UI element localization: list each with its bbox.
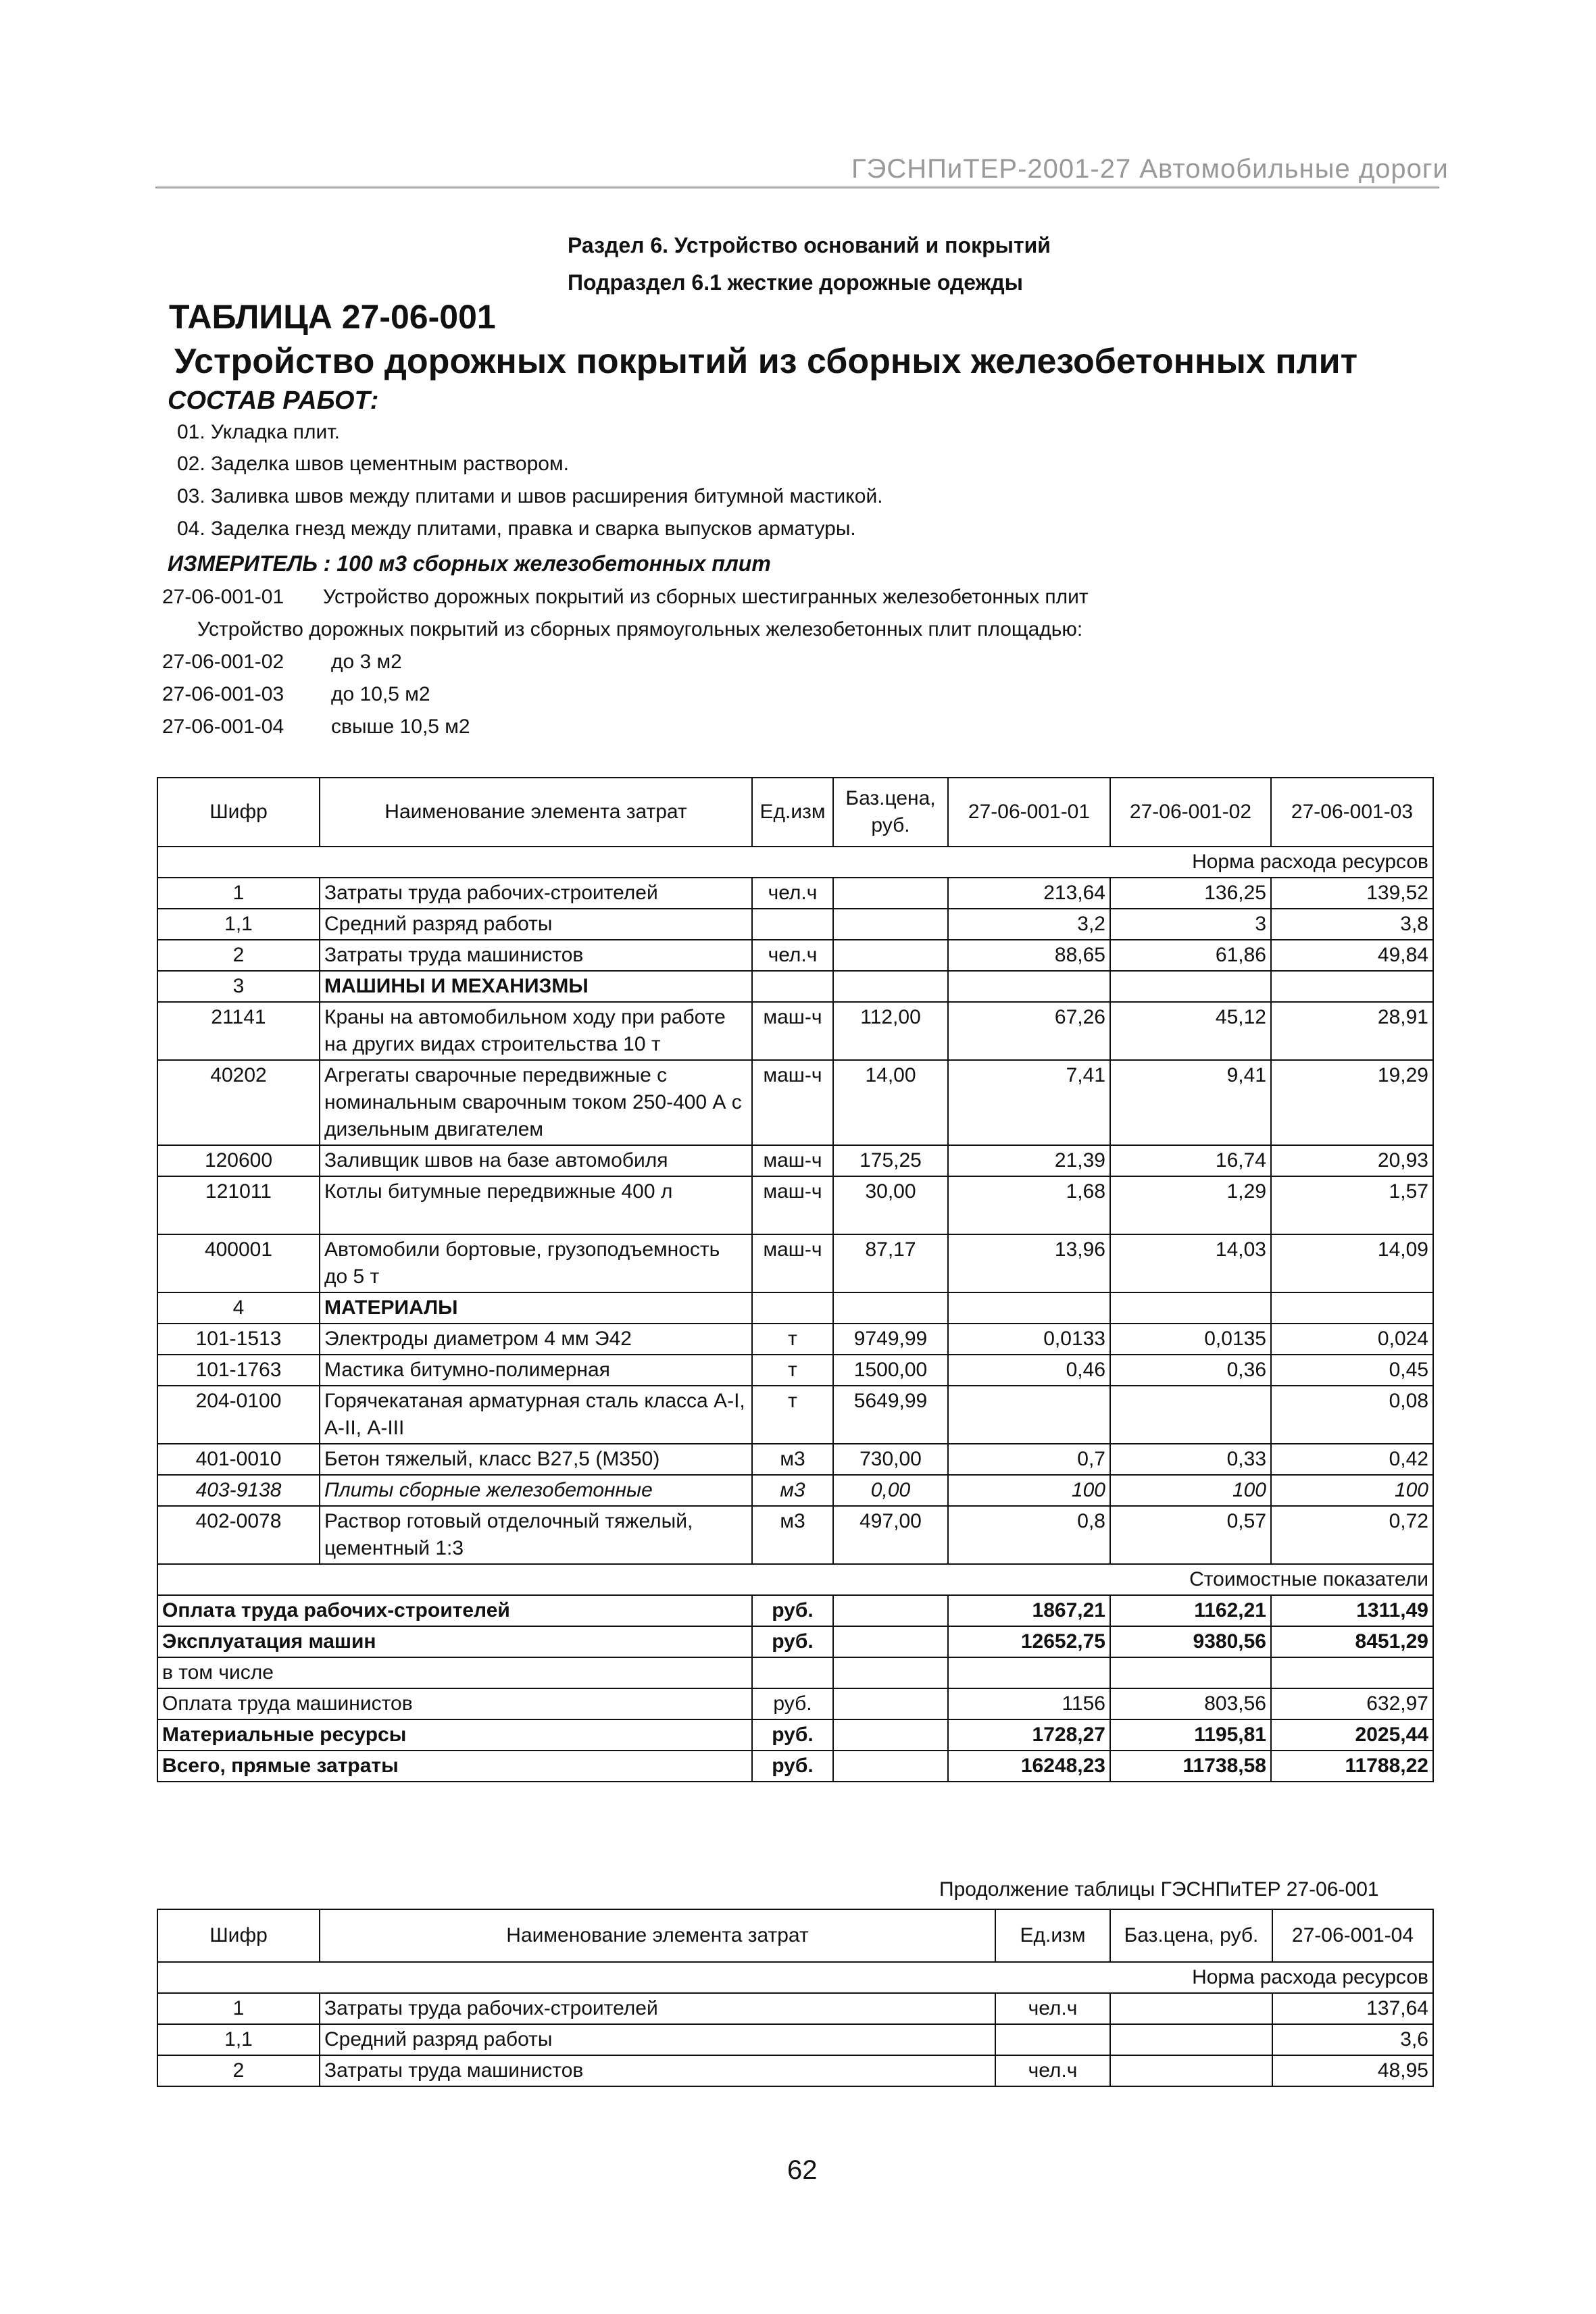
cell-value-3 [1271, 1292, 1433, 1324]
cell-unit [995, 2024, 1110, 2055]
cell-value-3: 100 [1271, 1475, 1433, 1506]
table-row [157, 1292, 1433, 1324]
cell-value-1 [948, 971, 1110, 1002]
table-row [157, 1145, 1433, 1176]
continuation-caption: Продолжение таблицы ГЭСНПиТЕР 27-06-001 [939, 1878, 1379, 1901]
header-rule [155, 186, 1439, 188]
norma-label: Норма расхода ресурсов [157, 847, 1433, 878]
resource-table [157, 777, 1434, 1782]
cell-shifr: 1 [157, 878, 320, 909]
cell-price: 30,00 [833, 1176, 948, 1234]
total-name: Оплата труда машинистов [157, 1688, 752, 1719]
cost-label-row [157, 1564, 1433, 1595]
total-row [157, 1751, 1433, 1782]
cell-value-4: 3,6 [1272, 2024, 1433, 2055]
cell-name: Автомобили бортовые, грузоподъемность до 5 т [320, 1234, 752, 1292]
cell-value-2: 3 [1110, 909, 1271, 940]
cell-name: Средний разряд работы [320, 2024, 995, 2055]
code-text: до 10,5 м2 [331, 683, 430, 705]
cell-price: 5649,99 [833, 1386, 948, 1444]
total-row [157, 1626, 1433, 1657]
cell-name: Заливщик швов на базе автомобиля [320, 1145, 752, 1176]
cell-shifr: 204-0100 [157, 1386, 320, 1444]
cell-value-1: 88,65 [948, 940, 1110, 971]
header-name: Наименование элемента затрат [320, 778, 752, 847]
cell-shifr: 403-9138 [157, 1475, 320, 1506]
cell-price [1110, 2024, 1272, 2055]
table-row [157, 971, 1433, 1002]
total-value-3: 8451,29 [1271, 1626, 1433, 1657]
table-row [157, 1386, 1433, 1444]
cell-value-1: 213,64 [948, 878, 1110, 909]
cell-name: Затраты труда машинистов [320, 940, 752, 971]
cell-unit: чел.ч [752, 878, 833, 909]
cell-value-1: 0,0133 [948, 1324, 1110, 1355]
total-name: в том числе [157, 1657, 752, 1688]
code-text: до 3 м2 [331, 651, 402, 673]
cell-unit: маш-ч [752, 1176, 833, 1234]
cell-price: 175,25 [833, 1145, 948, 1176]
cell-value-3: 3,8 [1271, 909, 1433, 940]
cell-shifr: 3 [157, 971, 320, 1002]
work-item: 02. Заделка швов цементным раствором. [177, 453, 569, 475]
cell-value-3: 0,024 [1271, 1324, 1433, 1355]
cell-unit: чел.ч [995, 1993, 1110, 2024]
running-header: ГЭСНПиТЕР-2001-27 Автомобильные дороги [851, 154, 1449, 184]
cell-price: 730,00 [833, 1444, 948, 1475]
cell-unit: маш-ч [752, 1145, 833, 1176]
cell-value-1: 7,41 [948, 1060, 1110, 1145]
total-value-2 [1110, 1657, 1271, 1688]
cell-unit: маш-ч [752, 1060, 833, 1145]
total-unit: руб. [752, 1688, 833, 1719]
cell-value-1: 100 [948, 1475, 1110, 1506]
table-row [157, 1475, 1433, 1506]
cell-name: Котлы битумные передвижные 400 л [320, 1176, 752, 1234]
total-row [157, 1657, 1433, 1688]
header-code-1: 27-06-001-01 [948, 778, 1110, 847]
cell-name: Затраты труда рабочих-строителей [320, 878, 752, 909]
cell-shifr: 1 [157, 1993, 320, 2024]
work-item: 01. Укладка плит. [177, 421, 340, 443]
total-value-3: 11788,22 [1271, 1751, 1433, 1782]
cell-name: Бетон тяжелый, класс В27,5 (М350) [320, 1444, 752, 1475]
cell-value-3: 139,52 [1271, 878, 1433, 909]
total-value-1: 12652,75 [948, 1626, 1110, 1657]
cell-value-2: 16,74 [1110, 1145, 1271, 1176]
table-number: ТАБЛИЦА 27-06-001 [169, 298, 496, 336]
cell-shifr: 2 [157, 2055, 320, 2086]
cell-value-4: 137,64 [1272, 1993, 1433, 2024]
table-row [157, 1324, 1433, 1355]
total-value-1: 1867,21 [948, 1595, 1110, 1626]
header-name: Наименование элемента затрат [320, 1909, 995, 1962]
cell-value-3: 28,91 [1271, 1002, 1433, 1060]
table-row [157, 1993, 1433, 2024]
cell-name: Горячекатаная арматурная сталь класса А-I, А-II, А-III [320, 1386, 752, 1444]
total-unit: руб. [752, 1751, 833, 1782]
total-name: Всего, прямые затраты [157, 1751, 752, 1782]
total-value-3: 2025,44 [1271, 1719, 1433, 1751]
cell-value-1: 0,7 [948, 1444, 1110, 1475]
cell-value-1 [948, 1292, 1110, 1324]
table-row [157, 2024, 1433, 2055]
cell-value-3: 49,84 [1271, 940, 1433, 971]
table-row [157, 909, 1433, 940]
cell-value-2: 0,57 [1110, 1506, 1271, 1564]
cell-value-4: 48,95 [1272, 2055, 1433, 2086]
work-item: 03. Заливка швов между плитами и швов расширения битумной мастикой. [177, 485, 883, 507]
cell-value-1 [948, 1386, 1110, 1444]
header-code-2: 27-06-001-02 [1110, 778, 1271, 847]
total-value-2: 1195,81 [1110, 1719, 1271, 1751]
total-value-1: 16248,23 [948, 1751, 1110, 1782]
cell-unit: м3 [752, 1506, 833, 1564]
header-shifr: Шифр [157, 778, 320, 847]
total-value-2: 1162,21 [1110, 1595, 1271, 1626]
cell-name: Раствор готовый отделочный тяжелый, цементный 1:3 [320, 1506, 752, 1564]
cell-value-2 [1110, 1292, 1271, 1324]
cell-shifr: 400001 [157, 1234, 320, 1292]
cell-shifr: 401-0010 [157, 1444, 320, 1475]
table-header-row [157, 778, 1433, 847]
header-price: Баз.цена, руб. [1110, 1909, 1272, 1962]
total-unit: руб. [752, 1719, 833, 1751]
cell-name: Краны на автомобильном ходу при работе на других видах строительства 10 т [320, 1002, 752, 1060]
code-text: свыше 10,5 м2 [331, 715, 470, 738]
table-header-row [157, 1909, 1433, 1962]
total-unit [752, 1657, 833, 1688]
subsection-title: Подраздел 6.1 жесткие дорожные одежды [568, 270, 1023, 295]
cell-value-3: 20,93 [1271, 1145, 1433, 1176]
cell-shifr: 101-1763 [157, 1355, 320, 1386]
cell-price: 14,00 [833, 1060, 948, 1145]
total-row [157, 1719, 1433, 1751]
cell-unit: м3 [752, 1444, 833, 1475]
cell-price: 0,00 [833, 1475, 948, 1506]
cell-value-3: 19,29 [1271, 1060, 1433, 1145]
cell-value-3: 0,72 [1271, 1506, 1433, 1564]
total-value-1: 1728,27 [948, 1719, 1110, 1751]
table-row [157, 1355, 1433, 1386]
cell-name: Затраты труда рабочих-строителей [320, 1993, 995, 2024]
cell-price [833, 1292, 948, 1324]
table-row [157, 1176, 1433, 1234]
cell-shifr: 1,1 [157, 2024, 320, 2055]
norma-row [157, 1962, 1433, 1993]
total-value-1: 1156 [948, 1688, 1110, 1719]
cell-value-3: 0,45 [1271, 1355, 1433, 1386]
cell-value-2: 100 [1110, 1475, 1271, 1506]
code-group-text: Устройство дорожных покрытий из сборных прямоугольных железобетонных плит площадью: [197, 618, 1083, 640]
cell-value-2: 45,12 [1110, 1002, 1271, 1060]
cell-unit: чел.ч [752, 940, 833, 971]
cell-price: 1500,00 [833, 1355, 948, 1386]
total-value-3: 632,97 [1271, 1688, 1433, 1719]
total-row [157, 1688, 1433, 1719]
cell-unit [752, 971, 833, 1002]
cell-price [833, 971, 948, 1002]
code-id: 27-06-001-01 [162, 586, 284, 608]
cell-price: 87,17 [833, 1234, 948, 1292]
cell-value-1: 0,46 [948, 1355, 1110, 1386]
header-unit: Ед.изм [995, 1909, 1110, 1962]
cell-shifr: 121011 [157, 1176, 320, 1234]
cell-name: МАТЕРИАЛЫ [320, 1292, 752, 1324]
cell-value-2: 136,25 [1110, 878, 1271, 909]
cell-value-3: 1,57 [1271, 1176, 1433, 1234]
cell-shifr: 402-0078 [157, 1506, 320, 1564]
total-value-2: 11738,58 [1110, 1751, 1271, 1782]
works-label: СОСТАВ РАБОТ: [168, 386, 379, 415]
cell-shifr: 120600 [157, 1145, 320, 1176]
cell-unit [752, 1292, 833, 1324]
cell-shifr: 4 [157, 1292, 320, 1324]
cell-value-1: 67,26 [948, 1002, 1110, 1060]
header-unit: Ед.изм [752, 778, 833, 847]
cell-value-2: 1,29 [1110, 1176, 1271, 1234]
cell-value-2: 0,36 [1110, 1355, 1271, 1386]
cell-price [833, 909, 948, 940]
cell-value-3 [1271, 971, 1433, 1002]
cell-name: Электроды диаметром 4 мм Э42 [320, 1324, 752, 1355]
cell-price [833, 878, 948, 909]
cell-name: Плиты сборные железобетонные [320, 1475, 752, 1506]
total-name: Оплата труда рабочих-строителей [157, 1595, 752, 1626]
header-code-4: 27-06-001-04 [1272, 1909, 1433, 1962]
cell-shifr: 1,1 [157, 909, 320, 940]
code-id: 27-06-001-04 [162, 715, 284, 738]
work-item: 04. Заделка гнезд между плитами, правка и сварка выпусков арматуры. [177, 518, 856, 540]
total-value-1 [948, 1657, 1110, 1688]
cell-value-2: 0,0135 [1110, 1324, 1271, 1355]
total-unit: руб. [752, 1626, 833, 1657]
cell-price [1110, 2055, 1272, 2086]
cost-label: Стоимостные показатели [157, 1564, 1433, 1595]
cell-value-2: 0,33 [1110, 1444, 1271, 1475]
total-value-2: 9380,56 [1110, 1626, 1271, 1657]
cell-name: Затраты труда машинистов [320, 2055, 995, 2086]
total-name: Материальные ресурсы [157, 1719, 752, 1751]
section-title: Раздел 6. Устройство оснований и покрытий [568, 233, 1051, 257]
cell-shifr: 40202 [157, 1060, 320, 1145]
cell-price: 9749,99 [833, 1324, 948, 1355]
cell-value-3: 14,09 [1271, 1234, 1433, 1292]
cell-name: Агрегаты сварочные передвижные с номинальным сварочным током 250-400 А с дизельным двигателем [320, 1060, 752, 1145]
cell-name: МАШИНЫ И МЕХАНИЗМЫ [320, 971, 752, 1002]
cell-shifr: 21141 [157, 1002, 320, 1060]
cell-unit: м3 [752, 1475, 833, 1506]
table-title: Устройство дорожных покрытий из сборных железобетонных плит [174, 342, 1358, 381]
table-row [157, 1506, 1433, 1564]
total-row [157, 1595, 1433, 1626]
cell-value-2: 9,41 [1110, 1060, 1271, 1145]
cell-value-1: 13,96 [948, 1234, 1110, 1292]
code-text: Устройство дорожных покрытий из сборных шестигранных железобетонных плит [323, 586, 1089, 608]
table-row [157, 1060, 1433, 1145]
total-value-2: 803,56 [1110, 1688, 1271, 1719]
norma-label: Норма расхода ресурсов [157, 1962, 1433, 1993]
cell-value-2: 14,03 [1110, 1234, 1271, 1292]
cell-unit: т [752, 1355, 833, 1386]
code-id: 27-06-001-02 [162, 651, 284, 673]
cell-name: Мастика битумно-полимерная [320, 1355, 752, 1386]
total-unit: руб. [752, 1595, 833, 1626]
cell-value-2 [1110, 971, 1271, 1002]
cell-value-3: 0,08 [1271, 1386, 1433, 1444]
cell-price: 112,00 [833, 1002, 948, 1060]
table-row [157, 1444, 1433, 1475]
total-value-3 [1271, 1657, 1433, 1688]
cell-price [833, 940, 948, 971]
header-code-3: 27-06-001-03 [1271, 778, 1433, 847]
cell-unit: маш-ч [752, 1002, 833, 1060]
cell-value-1: 21,39 [948, 1145, 1110, 1176]
table-row [157, 940, 1433, 971]
cell-value-1: 0,8 [948, 1506, 1110, 1564]
cell-price: 497,00 [833, 1506, 948, 1564]
cell-value-2: 61,86 [1110, 940, 1271, 971]
header-shifr: Шифр [157, 1909, 320, 1962]
cell-value-1: 3,2 [948, 909, 1110, 940]
cell-unit: т [752, 1324, 833, 1355]
code-id: 27-06-001-03 [162, 683, 284, 705]
cell-value-1: 1,68 [948, 1176, 1110, 1234]
cell-unit [752, 909, 833, 940]
cell-value-2 [1110, 1386, 1271, 1444]
cell-shifr: 2 [157, 940, 320, 971]
cell-unit: т [752, 1386, 833, 1444]
cell-price [1110, 1993, 1272, 2024]
cell-name: Средний разряд работы [320, 909, 752, 940]
total-value-3: 1311,49 [1271, 1595, 1433, 1626]
table-row [157, 1002, 1433, 1060]
table-row [157, 1234, 1433, 1292]
cell-unit: чел.ч [995, 2055, 1110, 2086]
cell-value-3: 0,42 [1271, 1444, 1433, 1475]
table-row [157, 2055, 1433, 2086]
measure-unit: ИЗМЕРИТЕЛЬ : 100 м3 сборных железобетонных плит [168, 551, 771, 576]
total-name: Эксплуатация машин [157, 1626, 752, 1657]
header-price: Баз.цена, руб. [833, 778, 948, 847]
continuation-table [157, 1909, 1434, 2087]
cell-unit: маш-ч [752, 1234, 833, 1292]
norma-row [157, 847, 1433, 878]
cell-shifr: 101-1513 [157, 1324, 320, 1355]
page-number: 62 [787, 2155, 818, 2185]
table-row [157, 878, 1433, 909]
